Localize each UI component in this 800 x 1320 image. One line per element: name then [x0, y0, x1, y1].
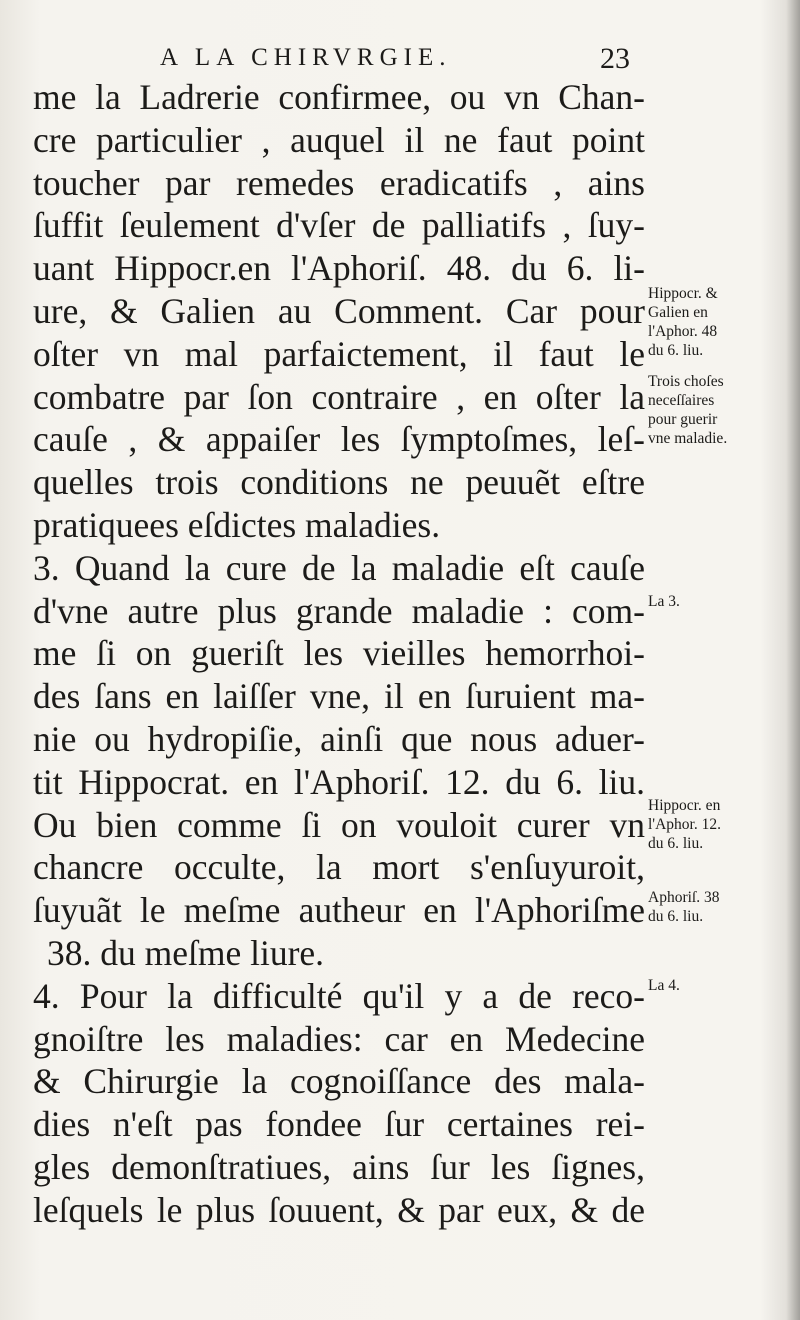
text-line: gles demonſtratiues, ains ſur les ſignes,	[33, 1146, 645, 1187]
margin-note-la-4: La 4.	[648, 977, 680, 994]
text-line: 3. Quand la cure de la maladie eſt cauſe	[33, 547, 645, 588]
text-line: ſuffit ſeulement d'vſer de palliatifs , ſuy-	[33, 205, 645, 246]
text-line: & Chirurgie la cognoiſſance des mala-	[33, 1061, 645, 1102]
text-line: cauſe , & appaiſer les ſymptoſmes, leſ-	[33, 419, 645, 460]
text-line: des ſans en laiſſer vne, il en ſuruient ma-	[33, 676, 645, 717]
text-line: Ou bien comme ſi on vouloit curer vn	[33, 804, 645, 845]
text-line: oſter vn mal parfaictement, il faut le	[33, 333, 645, 374]
text-line: me la Ladrerie confirmee, ou vn Chan-	[33, 77, 645, 117]
text-line: tit Hippocrat. en l'Aphoriſ. 12. du 6. liu.	[33, 761, 645, 802]
text-line: d'vne autre plus grande maladie : com-	[33, 590, 645, 631]
margin-note-la-3: La 3.	[648, 593, 680, 610]
text-line: ſuyuãt le meſme autheur en l'Aphoriſme	[33, 890, 645, 931]
text-line: combatre par ſon contraire , en oſter la	[33, 376, 645, 417]
text-line: gnoiſtre les maladies: car en Medecine	[33, 1018, 645, 1059]
margin-note-aphoris-38: Aphoriſ. 38 du 6. liu.	[648, 889, 720, 925]
margin-note-three-things: Trois choſes neceſſaires pour guerir vne maladie.	[648, 373, 728, 447]
text-line: ure, & Galien au Comment. Car pour	[33, 290, 645, 331]
margin-note-hippocrates-aphor-12: Hippocr. en l'Aphor. 12. du 6. liu.	[648, 797, 721, 852]
running-head: A LA CHIRVRGIE.	[160, 44, 452, 71]
text-line: nie ou hydropiſie, ainſi que nous aduer-	[33, 718, 645, 759]
margin-note-hippocrates-galen: Hippocr. & Galien en l'Aphor. 48 du 6. liu.	[648, 285, 718, 359]
text-line: leſquels le plus ſouuent, & par eux, & de	[33, 1189, 645, 1230]
text-line: me ſi on gueriſt les vieilles hemorrhoi-	[33, 633, 645, 674]
text-line: pratiquees eſdictes maladies.	[33, 504, 441, 545]
text-line: 4. Pour la difficulté qu'il y a de reco-	[33, 975, 645, 1016]
text-line: uant Hippocr.en l'Aphoriſ. 48. du 6. li-	[33, 248, 645, 289]
text-line: toucher par remedes eradicatifs , ains	[33, 162, 645, 203]
main-text-block	[33, 76, 645, 1232]
text-line: dies n'eſt pas fondee ſur certaines rei-	[33, 1104, 645, 1145]
page-number: 23	[600, 42, 630, 75]
text-line: chancre occulte, la mort s'enſuyuroit,	[33, 847, 645, 888]
text-line: 38. du meſme liure.	[47, 932, 325, 973]
text-line: cre particulier , auquel il ne faut point	[33, 119, 645, 160]
text-line: quelles trois conditions ne peuuẽt eſtre	[33, 462, 645, 503]
page-edge-shadow	[786, 0, 800, 1320]
